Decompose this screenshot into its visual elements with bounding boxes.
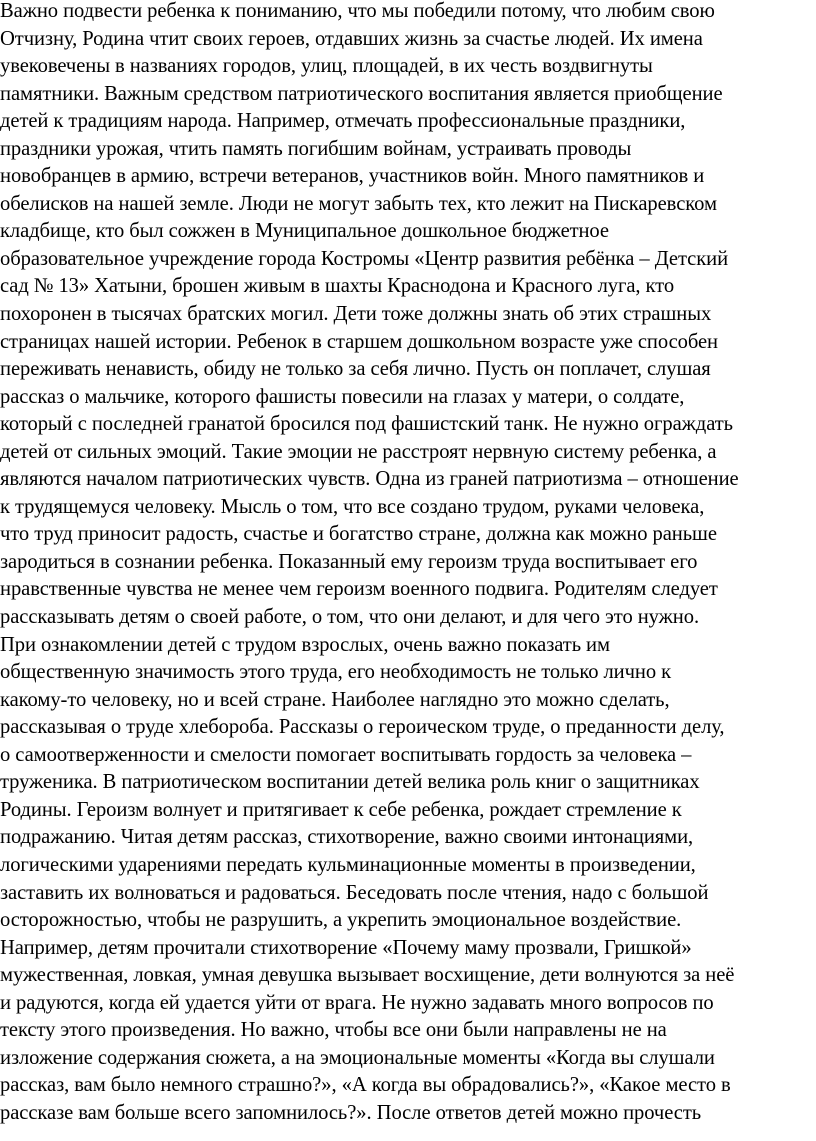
text-line: логическими ударениями передать кульминационные моменты в произведении, [0,853,696,876]
text-line: детей от сильных эмоций. Такие эмоции не расстроят нервную систему ребенка, а [0,440,717,463]
text-line: При ознакомлении детей с трудом взрослых, очень важно показать им [0,633,610,656]
text-line: какому-то человеку, но и всей стране. Наиболее наглядно это можно сделать, [0,688,670,711]
text-line: изложение содержания сюжета, а на эмоциональные моменты «Когда вы слушали [0,1046,715,1069]
text-line: Например, детям прочитали стихотворение «Почему маму прозвали, Гришкой» [0,936,692,959]
text-line: рассказывать детям о своей работе, о том, что они делают, и для чего это нужно. [0,606,700,629]
text-line: рассказывая о труде хлебороба. Рассказы о героическом труде, о преданности делу, [0,716,725,739]
text-line: похоронен в тысячах братских могил. Дети тоже должны знать об этих страшных [0,303,712,326]
text-line: Родины. Героизм волнует и притягивает к себе ребенка, рождает стремление к [0,798,682,821]
text-line: страницах нашей истории. Ребенок в старшем дошкольном возрасте уже способен [0,330,718,353]
text-line: Отчизну, Родина чтит своих героев, отдавших жизнь за счастье людей. Их имена [0,27,703,50]
text-line: являются началом патриотических чувств. Одна из граней патриотизма – отношение [0,468,739,491]
text-line: подражанию. Читая детям рассказ, стихотворение, важно своими интонациями, [0,826,694,849]
text-line: обелисков на нашей земле. Люди не могут забыть тех, кто лежит на Пискаревском [0,192,717,215]
text-line: увековечены в названиях городов, улиц, площадей, в их честь воздвигнуты [0,55,653,78]
text-line: переживать ненависть, обиду не только за себя лично. Пусть он поплачет, слушая [0,358,711,381]
text-line: осторожностью, чтобы не разрушить, а укрепить эмоциональное воздействие. [0,909,682,932]
text-line: образовательное учреждение города Костромы «Центр развития ребёнка – Детский [0,247,729,270]
text-line: к трудящемуся человеку. Мысль о том, что все создано трудом, руками человека, [0,495,705,518]
text-line: что труд приносит радость, счастье и богатство стране, должна как можно раньше [0,523,717,546]
text-line: рассказ, вам было немного страшно?», «А когда вы обрадовались?», «Какое место в [0,1074,731,1097]
text-line: общественную значимость этого труда, его необходимость не только лично к [0,661,672,684]
text-line: который с последней гранатой бросился под фашистский танк. Не нужно ограждать [0,413,733,436]
text-line: заставить их волноваться и радоваться. Беседовать после чтения, надо с большой [0,881,709,904]
text-line: зародиться в сознании ребенка. Показанный ему героизм труда воспитывает его [0,550,698,573]
text-line: труженика. В патриотическом воспитании детей велика роль книг о защитниках [0,771,700,794]
text-line: тексту этого произведения. Но важно, чтобы все они были направлены не на [0,1019,667,1042]
text-line: рассказ о мальчике, которого фашисты повесили на глазах у матери, о солдате, [0,385,685,408]
text-line: детей к традициям народа. Например, отмечать профессиональные праздники, [0,110,686,133]
text-line: памятники. Важным средством патриотического воспитания является приобщение [0,82,723,105]
text-line: нравственные чувства не менее чем героизм военного подвига. Родителям следует [0,578,718,601]
text-line: мужественная, ловкая, умная девушка вызывает восхищение, дети волнуются за неё [0,964,735,987]
text-line: кладбище, кто был сожжен в Муниципальное дошкольное бюджетное [0,220,609,243]
text-line: новобранцев в армию, встречи ветеранов, участников войн. Много памятников и [0,165,705,188]
text-line: о самоотверженности и смелости помогает воспитывать гордость за человека – [0,743,692,766]
text-line: и радуются, когда ей удается уйти от врага. Не нужно задавать много вопросов по [0,991,714,1014]
text-line: праздники урожая, чтить память погибшим войнам, устраивать проводы [0,137,632,160]
text-line: сад № 13» Хатыни, брошен живым в шахты Краснодона и Красного луга, кто [0,275,675,298]
text-line: рассказе вам больше всего запомнилось?». После ответов детей можно прочесть [0,1101,702,1124]
text-line: Важно подвести ребенка к пониманию, что мы победили потому, что любим свою [0,0,715,22]
